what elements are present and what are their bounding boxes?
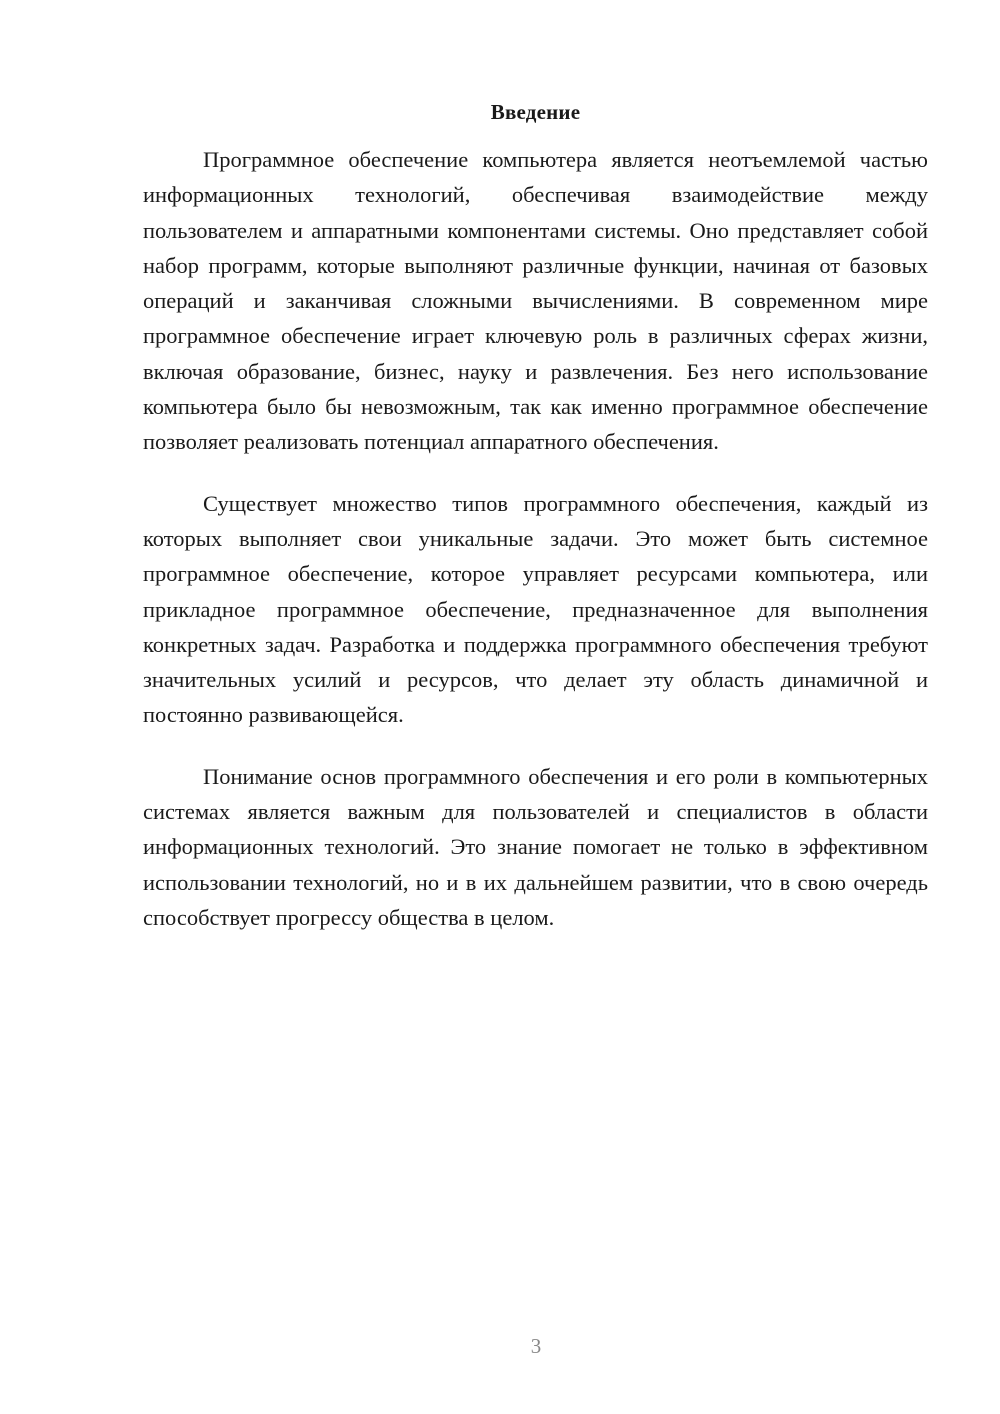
page-title: Введение <box>490 100 581 124</box>
document-body <box>143 142 928 961</box>
page-number: 3 <box>530 1334 542 1358</box>
paragraph-3: Понимание основ программного обеспечения и его роли в компьютерных системах является важным для пользователей и специалистов в области информационных технологий. Это знание помогает не только в эффективном использовании технологий, но и в их дальнейшем развитии, что в свою очередь способствует прогрессу общества в целом. <box>143 763 928 930</box>
paragraph-2: Существует множество типов программного обеспечения, каждый из которых выполняет свои уникальные задачи. Это может быть системное программное обеспечение, которое управляет ресурсами компьютера, или прикладное программное обеспечение, предназначенное для выполнения конкретных задач. Разработка и поддержка программного обеспечения требуют значительных усилий и ресурсов, что делает эту область динамичной и постоянно развивающейся. <box>143 490 928 728</box>
paragraph-1: Программное обеспечение компьютера является неотъемлемой частью информационных технологий, обеспечивая взаимодействие между пользователем и аппаратными компонентами системы. Оно представляет собой набор программ, которые выполняют различные функции, начиная от базовых операций и заканчивая сложными вычислениями. В современном мире программное обеспечение играет ключевую роль в различных сферах жизни, включая образование, бизнес, науку и развлечения. Без него использование компьютера было бы невозможным, так как именно программное обеспечение позволяет реализовать потенциал аппаратного обеспечения. <box>143 147 928 455</box>
